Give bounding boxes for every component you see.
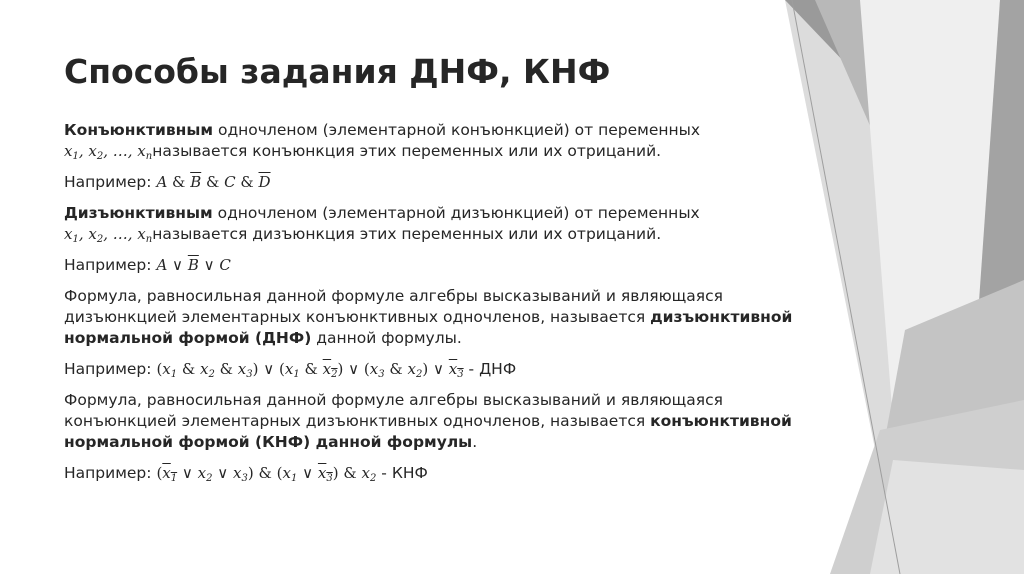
term-dnf-1: дизъюнктивной: [650, 308, 793, 326]
definition-text: называется конъюнкция этих переменных или их отрицаний.: [152, 142, 662, 160]
formula-example-2: A ∨ $\overline{B}$ ∨ C: [156, 256, 231, 274]
example-disjunction: [64, 255, 854, 276]
example-label: Например:: [64, 464, 152, 482]
formula-variables: $x_1$, $x_2$, …, $x_n$: [64, 225, 153, 245]
term-disjunctive: Дизъюнктивным: [64, 204, 213, 222]
formula-example-1: A & $\overline{B}$ & C & $\overline{D}$: [156, 173, 271, 191]
example-suffix: - КНФ: [376, 464, 428, 482]
term-cnf-2: нормальной формой (КНФ) данной формулы: [64, 433, 473, 451]
definition-text: одночленом (элементарной конъюнкцией) от переменных: [213, 121, 701, 139]
example-label: Например:: [64, 360, 152, 378]
formula-example-dnf: ($x_1$ & $x_2$ & $x_3$) ∨ ($x_1$ & $x_2$) ∨ ($x_3$ & $x_2$) ∨ $x_3$: [156, 360, 464, 380]
definition-text: одночленом (элементарной дизъюнкцией) от переменных: [212, 204, 700, 222]
slide-content: [64, 120, 854, 494]
example-label: Например:: [64, 256, 152, 274]
definition-text: Формула, равносильная данной формуле алгебры высказываний и являющаяся: [64, 391, 723, 409]
definition-text: .: [472, 433, 478, 451]
definition-text: Формула, равносильная данной формуле алгебры высказываний и являющаяся: [64, 287, 723, 305]
term-dnf-2: нормальной формой (ДНФ): [64, 329, 312, 347]
definition-text: данной формулы.: [311, 329, 462, 347]
example-suffix: - ДНФ: [463, 360, 517, 378]
example-cnf: [64, 463, 854, 484]
example-dnf: [64, 359, 854, 380]
definition-text: конъюнкцией элементарных дизъюнктивных одночленов, называется: [64, 412, 651, 430]
formula-variables: $x_1$, $x_2$, …, $x_n$: [64, 142, 153, 162]
definition-dnf: [64, 286, 854, 349]
formula-example-cnf: ($x_1$ ∨ $x_2$ ∨ $x_3$) & ($x_1$ ∨ $x_3$) & $x_2$: [156, 464, 377, 484]
definition-text: дизъюнкцией элементарных конъюнктивных одночленов, называется: [64, 308, 651, 326]
definition-disjunctive-monomial: [64, 203, 854, 245]
definition-cnf: [64, 390, 854, 453]
page-title: Способы задания ДНФ, КНФ: [64, 52, 611, 91]
definition-conjunctive-monomial: [64, 120, 854, 162]
example-conjunction: [64, 172, 854, 193]
bg-shape-inner-highlight: [870, 460, 1024, 574]
term-cnf-1: конъюнктивной: [650, 412, 792, 430]
term-conjunctive: Конъюнктивным: [64, 121, 214, 139]
example-label: Например:: [64, 173, 152, 191]
definition-text: называется дизъюнкция этих переменных или их отрицаний.: [152, 225, 662, 243]
